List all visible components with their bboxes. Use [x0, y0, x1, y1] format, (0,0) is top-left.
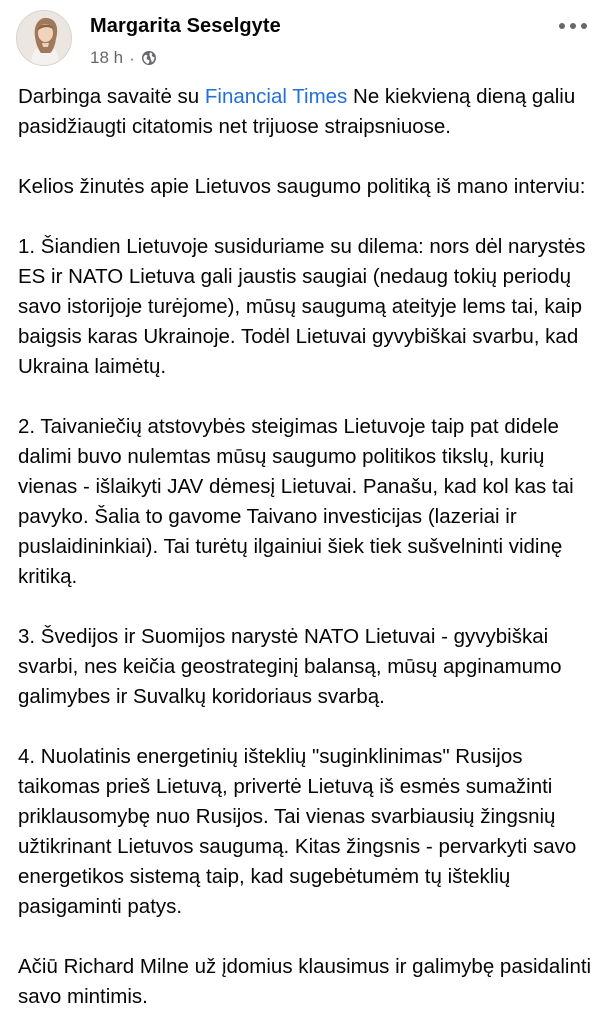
author-avatar[interactable]: [16, 10, 72, 66]
author-name[interactable]: Margarita Seselgyte: [90, 15, 281, 37]
post-timestamp[interactable]: 18 h: [90, 48, 124, 67]
more-dot: [581, 23, 587, 29]
globe-icon[interactable]: [141, 50, 157, 66]
more-dot: [559, 23, 565, 29]
meta-separator: ·: [129, 48, 135, 68]
post-meta: [90, 47, 157, 69]
intro-text-after: Ne kiekvieną dieną galiu pasidžiaugti citatomis net trijuose straipsniuose.: [18, 85, 576, 138]
point-1-paragraph: 1. Šiandien Lietuvoje susiduriame su dilema: nors dėl narystės ES ir NATO Lietuva gali jaustis saugiai (nedaug tokių periodų savo istorijoje turėjome), mūsų saugumą ateityje lems tai, kaip baigsis karas Ukrainoje. Todėl Lietuvai gyvybiškai svarbu, kad Ukraina laimėtų.: [18, 235, 586, 378]
financial-times-link[interactable]: Financial Times: [204, 85, 348, 108]
point-4-paragraph: 4. Nuolatinis energetinių išteklių "suginklinimas" Rusijos taikomas prieš Lietuvą, privertė Lietuvą iš esmės sumažinti priklausomybę nuo Rusijos. Tai vienas svarbiausių žingsnių užtikrinant Lietuvos saugumą. Kitas žingsnis - pervarkyti savo energetikos sistemą taip, kad sugebėtumėm tų išteklių pasigaminti patys.: [18, 745, 577, 918]
more-options-icon[interactable]: [559, 20, 587, 32]
intro-paragraph: [18, 82, 593, 142]
point-2-paragraph: 2. Taivaniečių atstovybės steigimas Lietuvoje taip pat didele dalimi buvo nulemtas mūsų saugumo politikos tikslų, kurių vienas - išlaikyti JAV dėmesį Lietuvai. Panašu, kad kol kas tai pavyko. Šalia to gavome Taivano investicijas (lazeriai ir puslaidininkiai). Tai turėtų ilgainiui šiek tiek sušvelninti vidinę kritiką.: [18, 415, 574, 588]
post-header: [0, 0, 605, 80]
closing-paragraph: Ačiū Richard Milne už įdomius klausimus ir galimybę pasidalinti savo mintimis.: [18, 955, 592, 1008]
lead-paragraph: Kelios žinutės apie Lietuvos saugumo politiką iš mano interviu:: [18, 175, 586, 198]
more-dot: [570, 23, 576, 29]
intro-text-before: Darbinga savaitė su: [18, 85, 205, 108]
post-body: [18, 82, 593, 1012]
avatar-photo: [17, 11, 72, 66]
point-3-paragraph: 3. Švedijos ir Suomijos narystė NATO Lietuvai - gyvybiškai svarbi, nes keičia geostrateginį balansą, mūsų apginamumo galimybes ir Suvalkų koridoriaus svarbą.: [18, 625, 562, 708]
